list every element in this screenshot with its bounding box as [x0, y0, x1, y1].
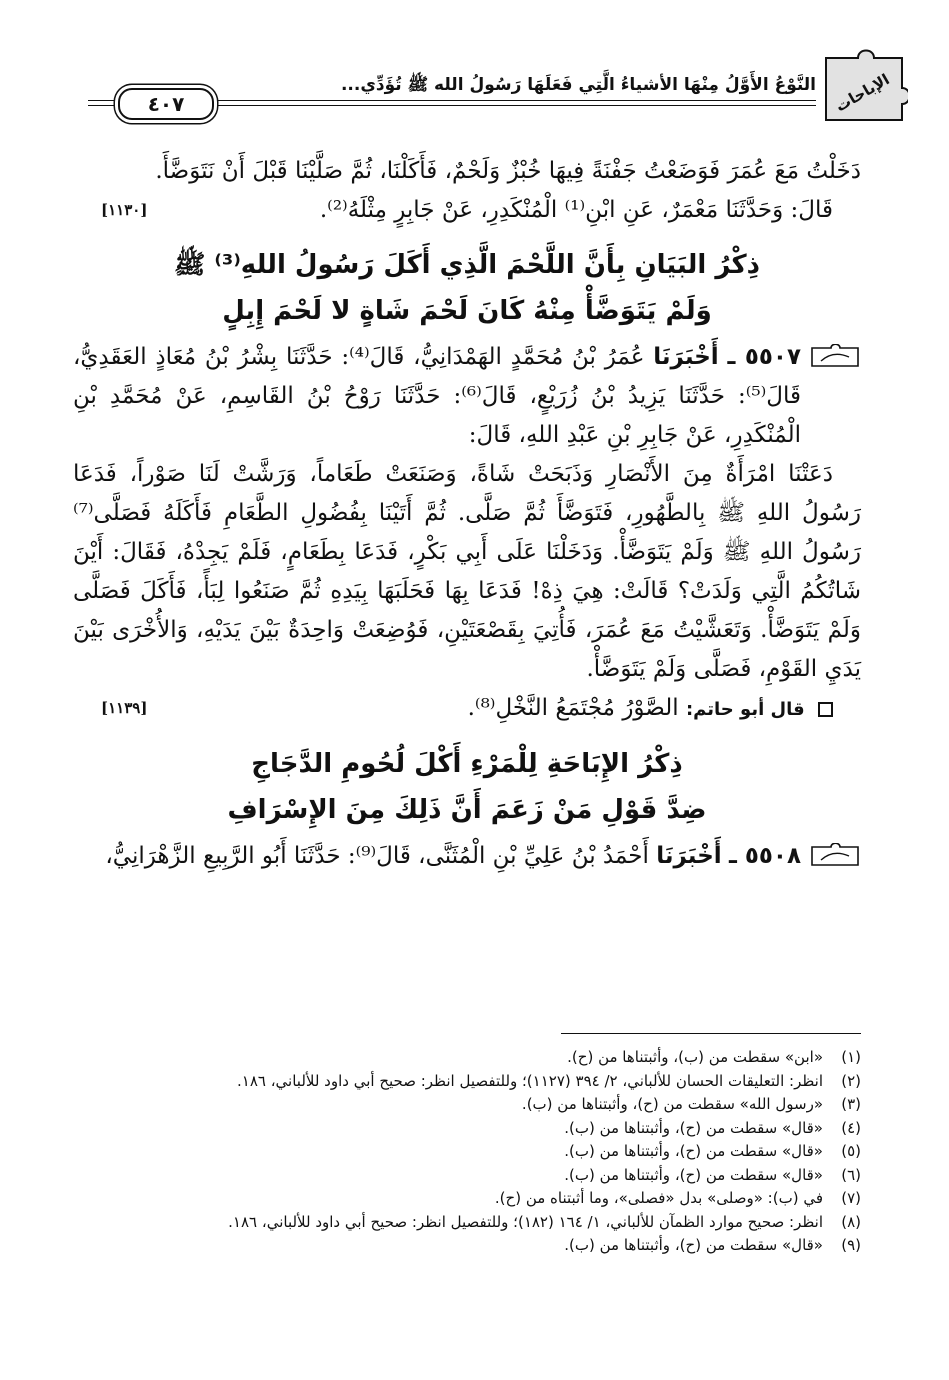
abu-hatim-note — [73, 689, 861, 729]
footnote-number: (٧) — [841, 1189, 861, 1207]
footnote-number: (٨) — [841, 1212, 861, 1231]
akhbarana-label: أَخْبَرَنَا — [656, 843, 722, 869]
footnote-text: في (ب): «وصلى» بدل «فصلى»، وما أثبتناه من (ح). — [494, 1189, 823, 1207]
footnote-text: انظر: صحيح موارد الظمآن للألباني، ١/ ١٦٤ (١٨٢)؛ وللتفصيل انظر: صحيح أبي داود للألباني، ١٨٦. — [228, 1212, 823, 1231]
footnote-number: (٣) — [841, 1095, 861, 1113]
footnote — [61, 1046, 861, 1070]
footnote-separator — [561, 1033, 861, 1034]
footnote-text: «قال» سقطت من (ح)، وأثبتناها من (ب). — [564, 1142, 823, 1160]
hadith-5508 — [73, 837, 861, 876]
hadith-marker-icon — [809, 843, 861, 869]
footnote-number: (٩) — [841, 1236, 861, 1254]
footnote-text: «قال» سقطت من (ح)، وأثبتناها من (ب). — [564, 1118, 823, 1137]
running-title: النَّوْعُ الأَوَّلُ مِنْهَا الأشياءُ الَّتِي فَعَلَهَا رَسُولُ الله ﷺ تُؤَدِّي... — [340, 75, 816, 95]
footnotes — [61, 1046, 861, 1258]
footnote-text: «قال» سقطت من (ح)، وأثبتناها من (ب). — [564, 1236, 823, 1254]
footnote — [61, 1187, 861, 1211]
page-header — [88, 40, 908, 124]
square-bullet-icon — [818, 702, 833, 717]
paragraph-text: قَالَ: وَحَدَّثَنَا مَعْمَرٌ، عَنِ ابْنِ⁽¹⁾ الْمُنْكَدِرِ، عَنْ جَابِرٍ مِثْلَهُ⁽²⁾. — [319, 197, 833, 223]
footnote-text: «قال» سقطت من (ح)، وأثبتناها من (ب). — [564, 1165, 823, 1184]
footnote — [61, 1234, 861, 1258]
main-text — [73, 152, 861, 876]
heading-line: ذِكْرُ الإِبَاحَةِ لِلْمَرْءِ أَكْلَ لُحُومِ الدَّجَاجِ — [251, 749, 683, 779]
footnote-number: (٤) — [841, 1118, 861, 1137]
isnad-text: عُمَرُ بْنُ مُحَمَّدٍ الهَمْدَانِيُّ، قَالَ⁽⁴⁾: حَدَّثَنَا بِشْرُ بْنُ مُعَاذٍ العَقَدِيُّ، قَالَ⁽⁵⁾: حَدَّثَنَا يَزِيدُ بْنُ زُرَيْعٍ، قَالَ⁽⁶⁾: حَدَّثَنَا رَوْحُ بْنُ القَاسِمِ، عَنْ مُحَمَّدِ بْنِ الْمُنْكَدِرِ، عَنْ جَابِرِ بْنِ عَبْدِ اللهِ، قَالَ: — [73, 344, 801, 448]
footnote-number: (٦) — [841, 1165, 861, 1184]
emblem-label: الإباحات — [832, 70, 893, 116]
footnote — [61, 1211, 861, 1235]
footnote-text: «ابن» سقطت من (ب)، وأثبتناها من (ح). — [567, 1048, 823, 1066]
hadith-reference-number: [١١٣٩] — [101, 699, 148, 717]
paragraph: دَخَلْتُ مَعَ عُمَرَ فَوَضَعْتُ جَفْنَةً فِيهَا خُبْزٌ وَلَحْمٌ، فَأَكَلْنَا، ثُمَّ صَلَّيْنَا قَبْلَ أَنْ نَتَوَضَّأَ. — [155, 158, 861, 184]
matn-text: دَعَتْنَا امْرَأَةٌ مِنَ الأَنْصَارِ وَذَبَحَتْ شَاةً، وَصَنَعَتْ طَعَاماً، وَرَشَّتْ لَنَا صَوْراً، فَدَعَا رَسُولُ اللهِ ﷺ بِالطَّهُورِ، فَتَوَضَّأَ ثُمَّ صَلَّى. ثُمَّ أَتَيْنَا بِفُضُولِ الطَّعَامِ فَأَكَلَهُ فَصَلَّى⁽⁷⁾ رَسُولُ اللهِ ﷺ وَلَمْ يَتَوَضَّأْ. وَدَخَلْنَا عَلَى أَبِي بَكْرٍ، فَدَعَا بِطَعَامٍ، فَلَمْ يَجِدْهُ، فَقَالَ: أَيْنَ شَاتُكُمُ الَّتِي وَلَدَتْ؟ قَالَتْ: هِيَ ذِهْ! فَدَعَا بِهَا فَحَلَبَهَا بِيَدِهِ ثُمَّ صَنَعُوا لِبَأً، فَأَكَلَ فَصَلَّى وَلَمْ يَتَوَضَّأْ. وَتَعَشَّيْتُ مَعَ عُمَرَ، فَأُتِيَ بِقَصْعَتَيْنِ، فَوُضِعَتْ وَاحِدَةٌ بَيْنَ يَدَيْهِ، وَالأُخْرَى بَيْنَ يَدَيِ القَوْمِ، فَصَلَّى وَلَمْ يَتَوَضَّأْ. — [73, 461, 861, 682]
footnote — [61, 1140, 861, 1164]
heading-line: وَلَمْ يَتَوَضَّأْ مِنْهُ كَانَ لَحْمَ شَاةٍ لا لَحْمَ إِبِلٍ — [222, 296, 712, 326]
footnote — [61, 1070, 861, 1094]
footnote-text: «رسول الله» سقطت من (ح)، وأثبتناها من (ب). — [521, 1095, 823, 1113]
puzzle-emblem-icon — [818, 40, 908, 124]
page-number: ٤٠٧ — [118, 88, 214, 120]
hadith-marker-icon — [809, 344, 861, 370]
chapter-heading — [73, 741, 861, 833]
paragraph — [73, 191, 861, 230]
footnote-number: (٥) — [841, 1142, 861, 1160]
hadith-number: ٥٥٠٧ ـ — [727, 344, 802, 370]
heading-line: ضِدَّ قَوْلِ مَنْ زَعَمَ أَنَّ ذَلِكَ مِنَ الإِسْرَافِ — [227, 795, 707, 825]
footnote — [61, 1093, 861, 1117]
footnote-text: انظر: التعليقات الحسان للألباني، ٢/ ٣٩٤ (١١٢٧)؛ وللتفصيل انظر: صحيح أبي داود للألباني، ١٨٦. — [236, 1071, 823, 1090]
akhbarana-label: أَخْبَرَنَا — [653, 344, 719, 370]
hadith-5507 — [73, 338, 861, 455]
footnote — [61, 1117, 861, 1141]
chapter-emblem — [818, 40, 908, 124]
hadith-number: ٥٥٠٨ ـ — [728, 843, 801, 869]
footnote — [61, 1164, 861, 1188]
abu-hatim-text: الصَّوْرُ مُجْتَمَعُ النَّخْلِ⁽⁸⁾. — [467, 695, 679, 721]
footnote-number: (٢) — [841, 1071, 861, 1090]
abu-hatim-label: قال أبو حاتم: — [685, 699, 805, 720]
heading-line: ذِكْرُ البَيَانِ بِأَنَّ اللَّحْمَ الَّذِي أَكَلَ رَسُولُ اللهِ⁽³⁾ ﷺ — [173, 250, 761, 280]
isnad-text: أَحْمَدُ بْنُ عَلِيِّ بْنِ الْمُثَنَّى، قَالَ⁽⁹⁾: حَدَّثَنَا أَبُو الرَّبِيعِ الزَّهْرَانِيُّ، — [105, 843, 649, 869]
chapter-heading — [73, 242, 861, 334]
footnote-number: (١) — [841, 1048, 861, 1066]
hadith-reference-number: [١١٣٠] — [101, 201, 148, 219]
